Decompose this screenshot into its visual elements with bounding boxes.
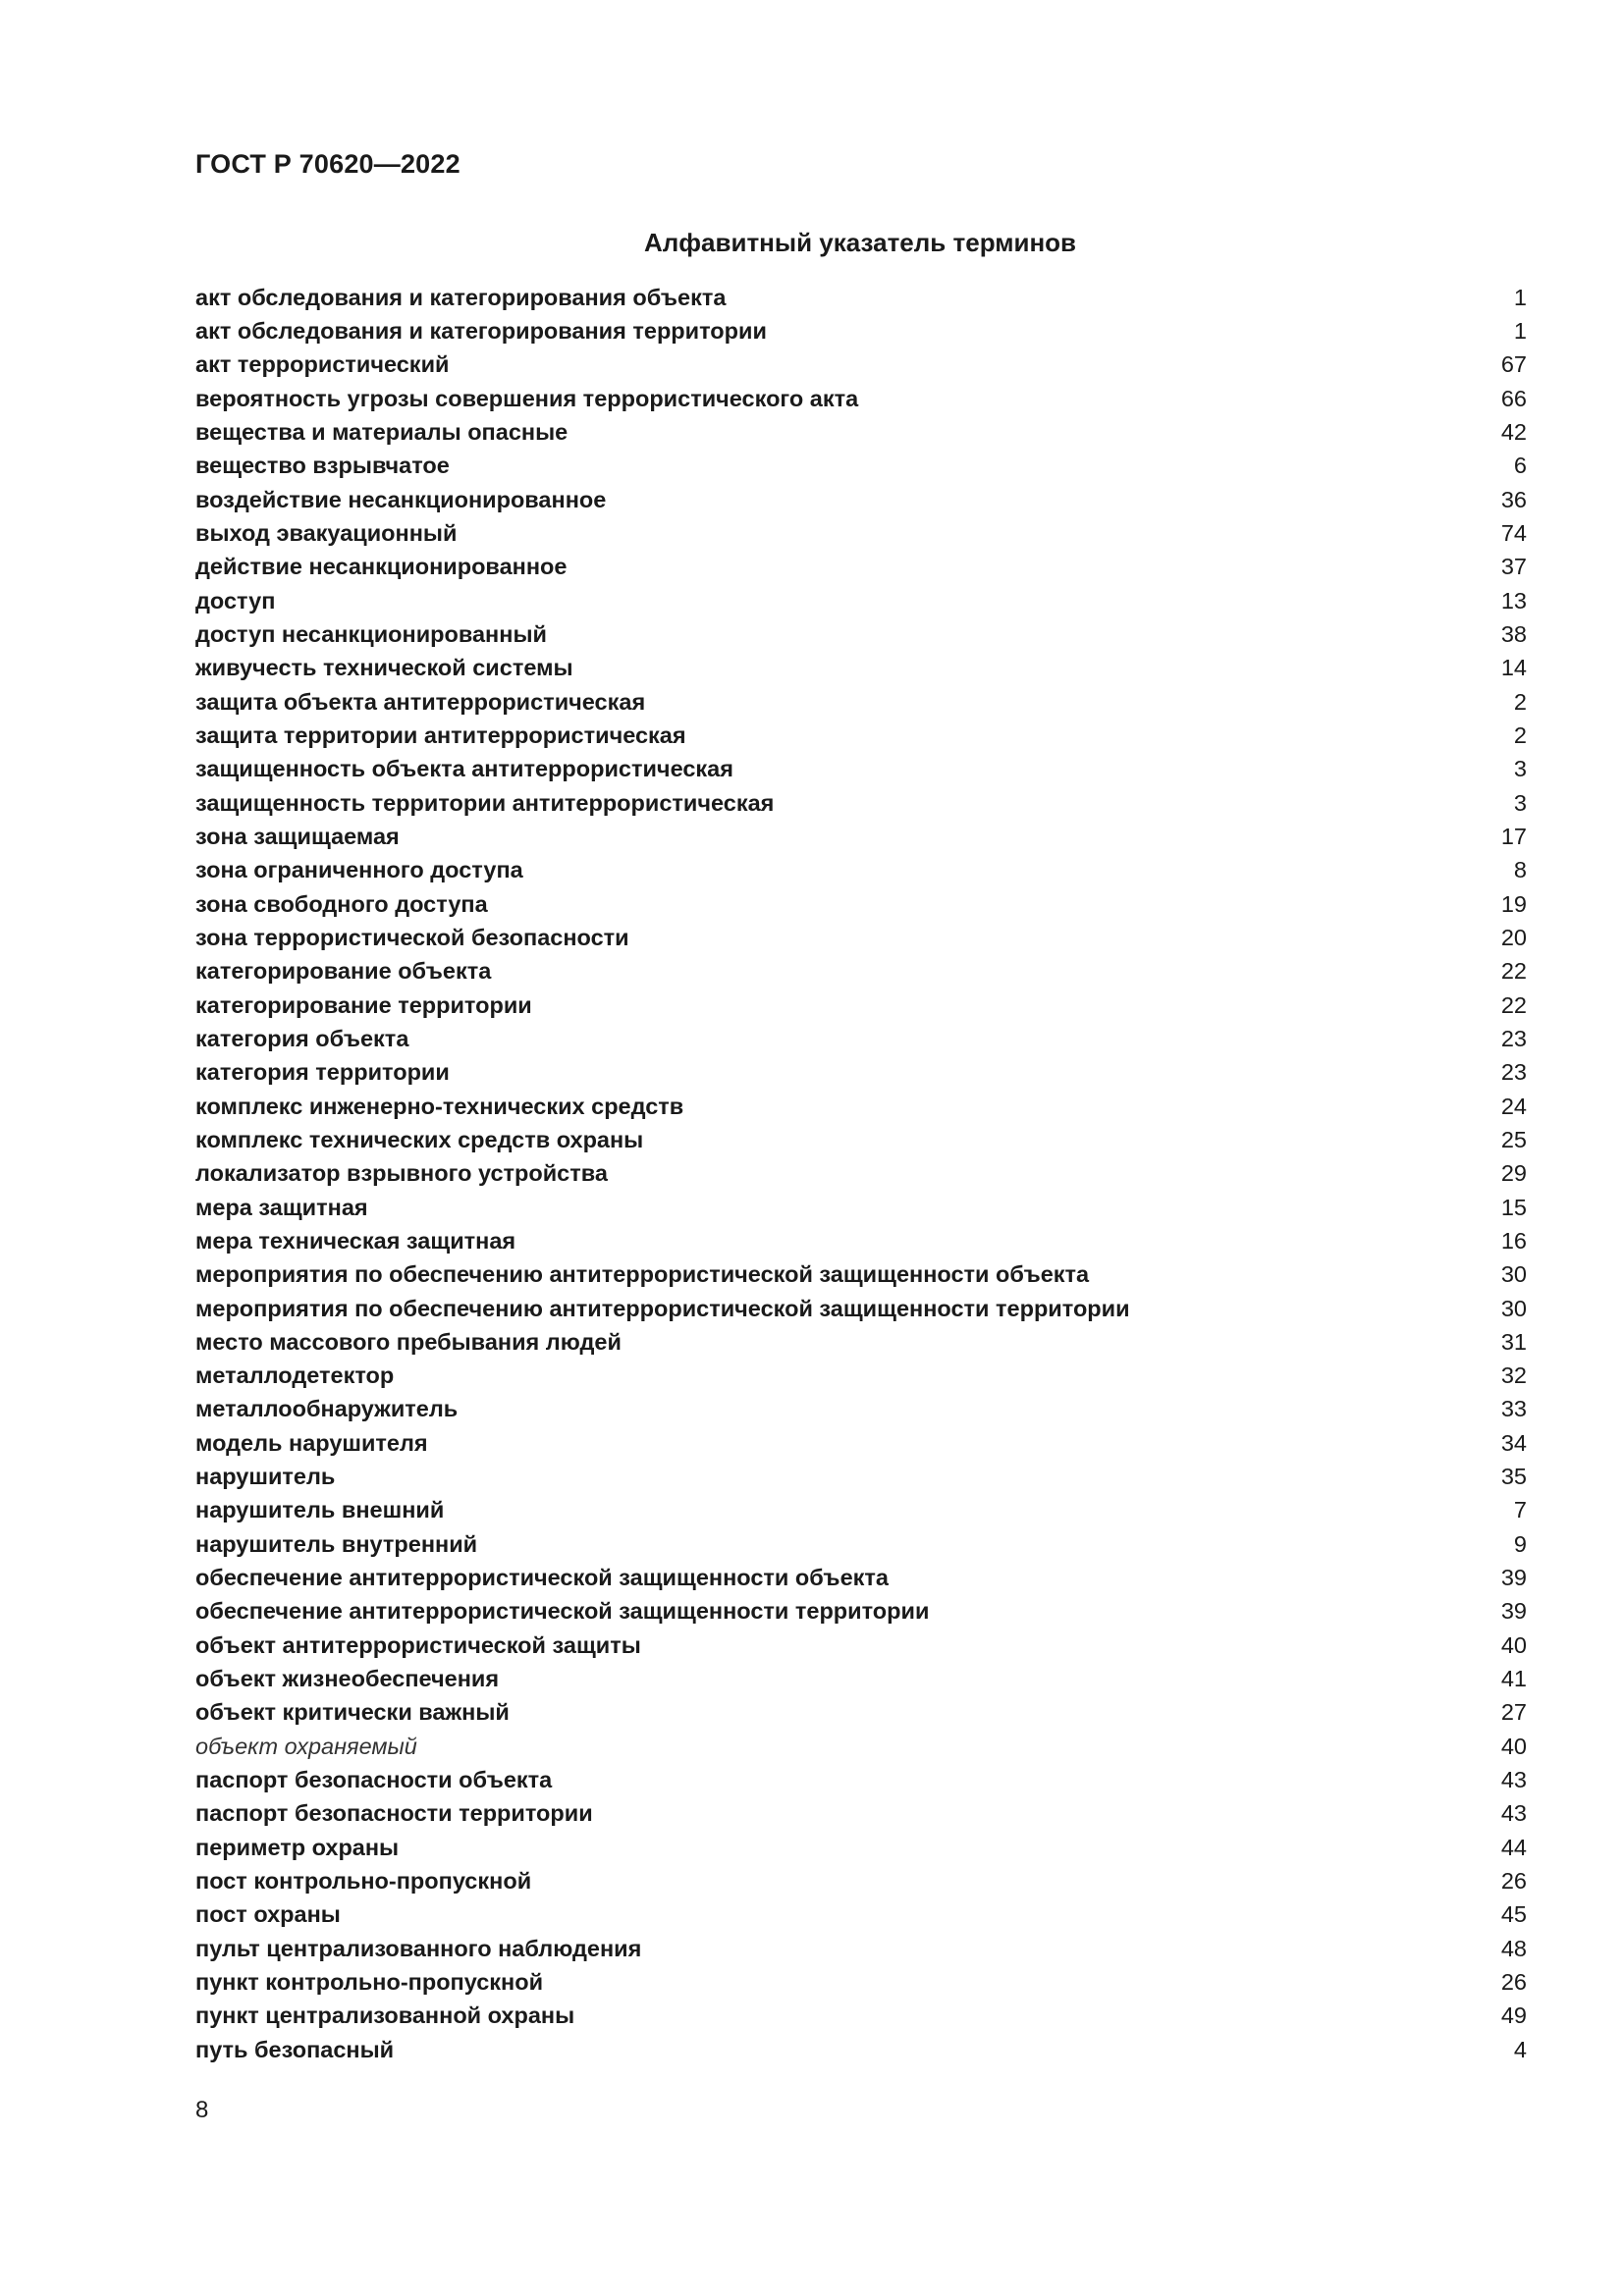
- index-term-reference: 20: [1500, 924, 1527, 950]
- index-term: мероприятия по обеспечению антитеррористической защищенности объекта: [195, 1261, 1090, 1288]
- index-entry: [195, 1258, 1527, 1292]
- index-term: место массового пребывания людей: [195, 1328, 622, 1355]
- index-term: металлодетектор: [195, 1362, 395, 1389]
- index-term: локализатор взрывного устройства: [195, 1160, 608, 1187]
- index-term: защищенность территории антитеррористическая: [195, 789, 775, 816]
- index-entry: [195, 652, 1527, 685]
- index-term: вероятность угрозы совершения террористического акта: [195, 385, 859, 411]
- index-term-reference: 67: [1500, 351, 1527, 378]
- index-entry: [195, 988, 1527, 1022]
- index-term: доступ несанкционированный: [195, 620, 547, 647]
- index-term-reference: 2: [1513, 721, 1527, 748]
- index-term-reference: 42: [1500, 418, 1527, 445]
- index-entry: [195, 2000, 1527, 2033]
- index-entry: [195, 955, 1527, 988]
- index-term: воздействие несанкционированное: [195, 486, 607, 512]
- index-entry: [195, 1932, 1527, 1965]
- index-term-reference: 2: [1513, 688, 1527, 715]
- index-term: защита объекта антитеррористическая: [195, 688, 646, 715]
- index-term-reference: 35: [1500, 1464, 1527, 1490]
- index-entry: [195, 854, 1527, 887]
- index-term-reference: 49: [1500, 2002, 1527, 2029]
- term-index-list: [195, 281, 1527, 2066]
- index-entry: [195, 314, 1527, 347]
- index-term: вещества и материалы опасные: [195, 418, 568, 445]
- index-term-reference: 31: [1500, 1328, 1527, 1355]
- index-entry: [195, 1561, 1527, 1594]
- index-term: обеспечение антитеррористической защищенности объекта: [195, 1565, 889, 1591]
- index-term-reference: 39: [1500, 1598, 1527, 1625]
- index-entry: [195, 1898, 1527, 1932]
- index-entry: [195, 1965, 1527, 1999]
- index-term-reference: 37: [1500, 554, 1527, 580]
- index-entry: [195, 887, 1527, 921]
- index-entry: [195, 617, 1527, 651]
- index-term: акт террористический: [195, 351, 450, 378]
- index-term: доступ: [195, 587, 276, 614]
- index-entry: [195, 1460, 1527, 1493]
- document-code: ГОСТ Р 70620—2022: [195, 149, 460, 179]
- index-entry: [195, 1022, 1527, 1055]
- index-term-reference: 39: [1500, 1565, 1527, 1591]
- index-term: мера техническая защитная: [195, 1227, 516, 1254]
- index-term: категория территории: [195, 1059, 450, 1086]
- index-term-reference: 8: [1513, 857, 1527, 883]
- index-term: вещество взрывчатое: [195, 453, 450, 479]
- index-entry: [195, 1325, 1527, 1359]
- index-entry: [195, 382, 1527, 415]
- index-term: защита территории антитеррористическая: [195, 721, 686, 748]
- index-term-reference: 3: [1513, 756, 1527, 782]
- index-term: металлообнаружитель: [195, 1396, 459, 1422]
- index-entry: [195, 483, 1527, 516]
- index-term-reference: 38: [1500, 620, 1527, 647]
- index-term-reference: 27: [1500, 1699, 1527, 1726]
- index-term-reference: 44: [1500, 1834, 1527, 1860]
- index-entry: [195, 415, 1527, 449]
- index-term-reference: 40: [1500, 1631, 1527, 1658]
- index-term-reference: 9: [1513, 1530, 1527, 1557]
- index-term-reference: 22: [1500, 991, 1527, 1018]
- index-term-reference: 3: [1513, 789, 1527, 816]
- index-term-reference: 7: [1513, 1497, 1527, 1523]
- index-entry: [195, 516, 1527, 550]
- index-entry: [195, 1864, 1527, 1897]
- index-term-reference: 66: [1500, 385, 1527, 411]
- index-term: мера защитная: [195, 1194, 368, 1220]
- index-title: Алфавитный указатель терминов: [643, 228, 1077, 257]
- index-term-reference: 48: [1500, 1935, 1527, 1961]
- index-entry: [195, 820, 1527, 853]
- index-term-reference: 1: [1513, 284, 1527, 310]
- index-term: категорирование территории: [195, 991, 532, 1018]
- index-term-reference: 4: [1513, 2036, 1527, 2062]
- index-term: акт обследования и категорирования объекта: [195, 284, 727, 310]
- index-entry: [195, 1090, 1527, 1123]
- index-entry: [195, 753, 1527, 786]
- index-term-reference: 26: [1500, 1868, 1527, 1895]
- page-number: 8: [195, 2097, 209, 2123]
- index-entry: [195, 1730, 1527, 1763]
- index-term: объект критически важный: [195, 1699, 510, 1726]
- index-term-reference: 6: [1513, 453, 1527, 479]
- index-term: комплекс технических средств охраны: [195, 1126, 644, 1152]
- index-term-reference: 25: [1500, 1126, 1527, 1152]
- index-entry: [195, 685, 1527, 719]
- index-term-reference: 30: [1500, 1295, 1527, 1321]
- index-term-reference: 32: [1500, 1362, 1527, 1389]
- index-entry: [195, 921, 1527, 954]
- index-term-reference: 14: [1500, 655, 1527, 681]
- index-entry: [195, 1662, 1527, 1695]
- index-entry: [195, 1123, 1527, 1156]
- index-entry: [195, 450, 1527, 483]
- index-entry: [195, 1595, 1527, 1629]
- index-term-reference: 24: [1500, 1093, 1527, 1119]
- index-term-reference: 30: [1500, 1261, 1527, 1288]
- index-term-reference: 45: [1500, 1901, 1527, 1928]
- index-entry: [195, 1797, 1527, 1831]
- index-entry: [195, 551, 1527, 584]
- index-entry: [195, 786, 1527, 820]
- index-entry: [195, 1629, 1527, 1662]
- index-term: пост охраны: [195, 1901, 341, 1928]
- index-term-reference: 17: [1500, 823, 1527, 849]
- index-term: объект антитеррористической защиты: [195, 1631, 641, 1658]
- index-entry: [195, 1360, 1527, 1393]
- index-entry: [195, 1696, 1527, 1730]
- index-entry: [195, 1426, 1527, 1460]
- index-term: путь безопасный: [195, 2036, 395, 2062]
- index-term-reference: 34: [1500, 1429, 1527, 1456]
- index-term: категория объекта: [195, 1025, 409, 1051]
- index-term: пункт контрольно-пропускной: [195, 1969, 544, 1996]
- index-entry: [195, 1191, 1527, 1224]
- index-entry: [195, 1763, 1527, 1796]
- index-term: модель нарушителя: [195, 1429, 428, 1456]
- index-term: комплекс инженерно-технических средств: [195, 1093, 684, 1119]
- index-term: акт обследования и категорирования территории: [195, 317, 767, 344]
- index-term: пульт централизованного наблюдения: [195, 1935, 642, 1961]
- index-term-reference: 26: [1500, 1969, 1527, 1996]
- index-entry: [195, 1224, 1527, 1257]
- index-term: паспорт безопасности объекта: [195, 1767, 553, 1793]
- index-term: нарушитель: [195, 1464, 336, 1490]
- index-term: категорирование объекта: [195, 958, 492, 985]
- index-entry: [195, 2033, 1527, 2066]
- index-term: зона ограниченного доступа: [195, 857, 523, 883]
- index-term-reference: 36: [1500, 486, 1527, 512]
- index-term-reference: 74: [1500, 519, 1527, 546]
- index-term: периметр охраны: [195, 1834, 400, 1860]
- index-term: действие несанкционированное: [195, 554, 568, 580]
- index-entry: [195, 1527, 1527, 1561]
- index-term: защищенность объекта антитеррористическая: [195, 756, 733, 782]
- index-term: мероприятия по обеспечению антитеррористической защищенности территории: [195, 1295, 1130, 1321]
- index-term-reference: 23: [1500, 1059, 1527, 1086]
- index-entry: [195, 1292, 1527, 1325]
- index-term-reference: 19: [1500, 890, 1527, 917]
- index-term: объект жизнеобеспечения: [195, 1666, 500, 1692]
- index-term: выход эвакуационный: [195, 519, 458, 546]
- index-term-reference: 29: [1500, 1160, 1527, 1187]
- index-term-reference: 23: [1500, 1025, 1527, 1051]
- index-term: паспорт безопасности территории: [195, 1800, 593, 1827]
- index-term-reference: 22: [1500, 958, 1527, 985]
- index-term: объект охраняемый: [195, 1733, 417, 1759]
- index-term-reference: 16: [1500, 1227, 1527, 1254]
- index-term: живучесть технической системы: [195, 655, 573, 681]
- index-term: пост контрольно-пропускной: [195, 1868, 532, 1895]
- index-term-reference: 40: [1500, 1733, 1527, 1759]
- index-entry: [195, 1056, 1527, 1090]
- index-entry: [195, 584, 1527, 617]
- index-term: зона террористической безопасности: [195, 924, 629, 950]
- index-term-reference: 33: [1500, 1396, 1527, 1422]
- index-entry: [195, 1393, 1527, 1426]
- index-term-reference: 41: [1500, 1666, 1527, 1692]
- index-term: нарушитель внутренний: [195, 1530, 478, 1557]
- index-term-reference: 15: [1500, 1194, 1527, 1220]
- index-term-reference: 13: [1500, 587, 1527, 614]
- index-term-reference: 43: [1500, 1800, 1527, 1827]
- index-term: зона защищаемая: [195, 823, 400, 849]
- index-term: пункт централизованной охраны: [195, 2002, 575, 2029]
- index-entry: [195, 1494, 1527, 1527]
- index-term-reference: 43: [1500, 1767, 1527, 1793]
- index-entry: [195, 281, 1527, 314]
- index-entry: [195, 348, 1527, 382]
- index-entry: [195, 1831, 1527, 1864]
- index-entry: [195, 719, 1527, 752]
- index-entry: [195, 1157, 1527, 1191]
- index-term: зона свободного доступа: [195, 890, 488, 917]
- index-term: обеспечение антитеррористической защищенности территории: [195, 1598, 930, 1625]
- index-term: нарушитель внешний: [195, 1497, 445, 1523]
- index-term-reference: 1: [1513, 317, 1527, 344]
